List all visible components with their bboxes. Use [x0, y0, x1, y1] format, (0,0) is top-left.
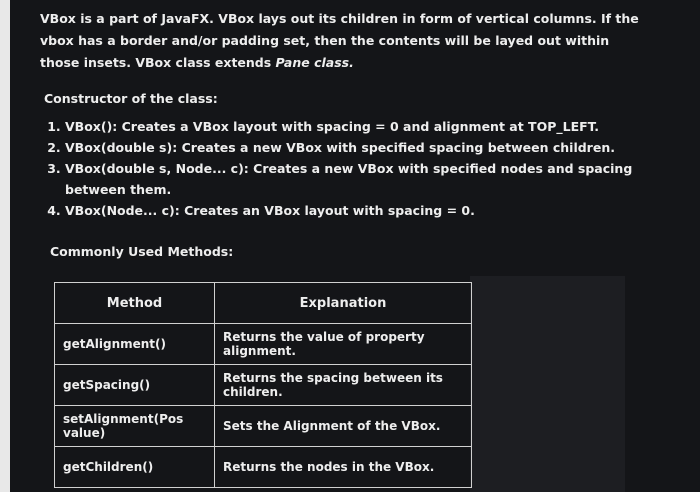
method-cell: getChildren(): [55, 447, 215, 488]
table-header-row: [55, 283, 472, 324]
method-cell: getSpacing(): [55, 365, 215, 406]
method-cell: getAlignment(): [55, 324, 215, 365]
constructor-item: 1. VBox(): Creates a VBox layout with spacing = 0 and alignment at TOP_LEFT.: [65, 116, 640, 137]
table-row: [55, 406, 472, 447]
column-header-explanation: Explanation: [215, 283, 472, 324]
constructors-heading: Constructor of the class:: [44, 91, 218, 106]
intro-text: VBox is a part of JavaFX. VBox lays out its children in form of vertical columns. If the vbox has a border and/or padding set, then the contents will be layed out within those insets. VBox class extends: [40, 11, 639, 70]
table-row: [55, 365, 472, 406]
column-header-method: Method: [55, 283, 215, 324]
background-panel: [470, 276, 625, 492]
constructor-item: 4. VBox(Node... c): Creates an VBox layout with spacing = 0.: [65, 200, 640, 221]
constructor-list: [40, 116, 640, 221]
constructor-item: 3. VBox(double s, Node... c): Creates a new VBox with specified nodes and spacing between them.: [65, 158, 640, 200]
intro-paragraph: [40, 8, 640, 74]
methods-heading: Commonly Used Methods:: [50, 244, 234, 259]
methods-table: [54, 282, 472, 488]
page-edge: [0, 0, 10, 492]
explanation-cell: Returns the nodes in the VBox.: [215, 447, 472, 488]
constructor-item: 2. VBox(double s): Creates a new VBox with specified spacing between children.: [65, 137, 640, 158]
explanation-cell: Sets the Alignment of the VBox.: [215, 406, 472, 447]
document-body: [40, 8, 640, 263]
explanation-cell: Returns the spacing between its children.: [215, 365, 472, 406]
table-row: [55, 324, 472, 365]
method-cell: setAlignment(Pos value): [55, 406, 215, 447]
intro-emphasis: Pane class.: [275, 55, 354, 70]
table-row: [55, 447, 472, 488]
explanation-cell: Returns the value of property alignment.: [215, 324, 472, 365]
